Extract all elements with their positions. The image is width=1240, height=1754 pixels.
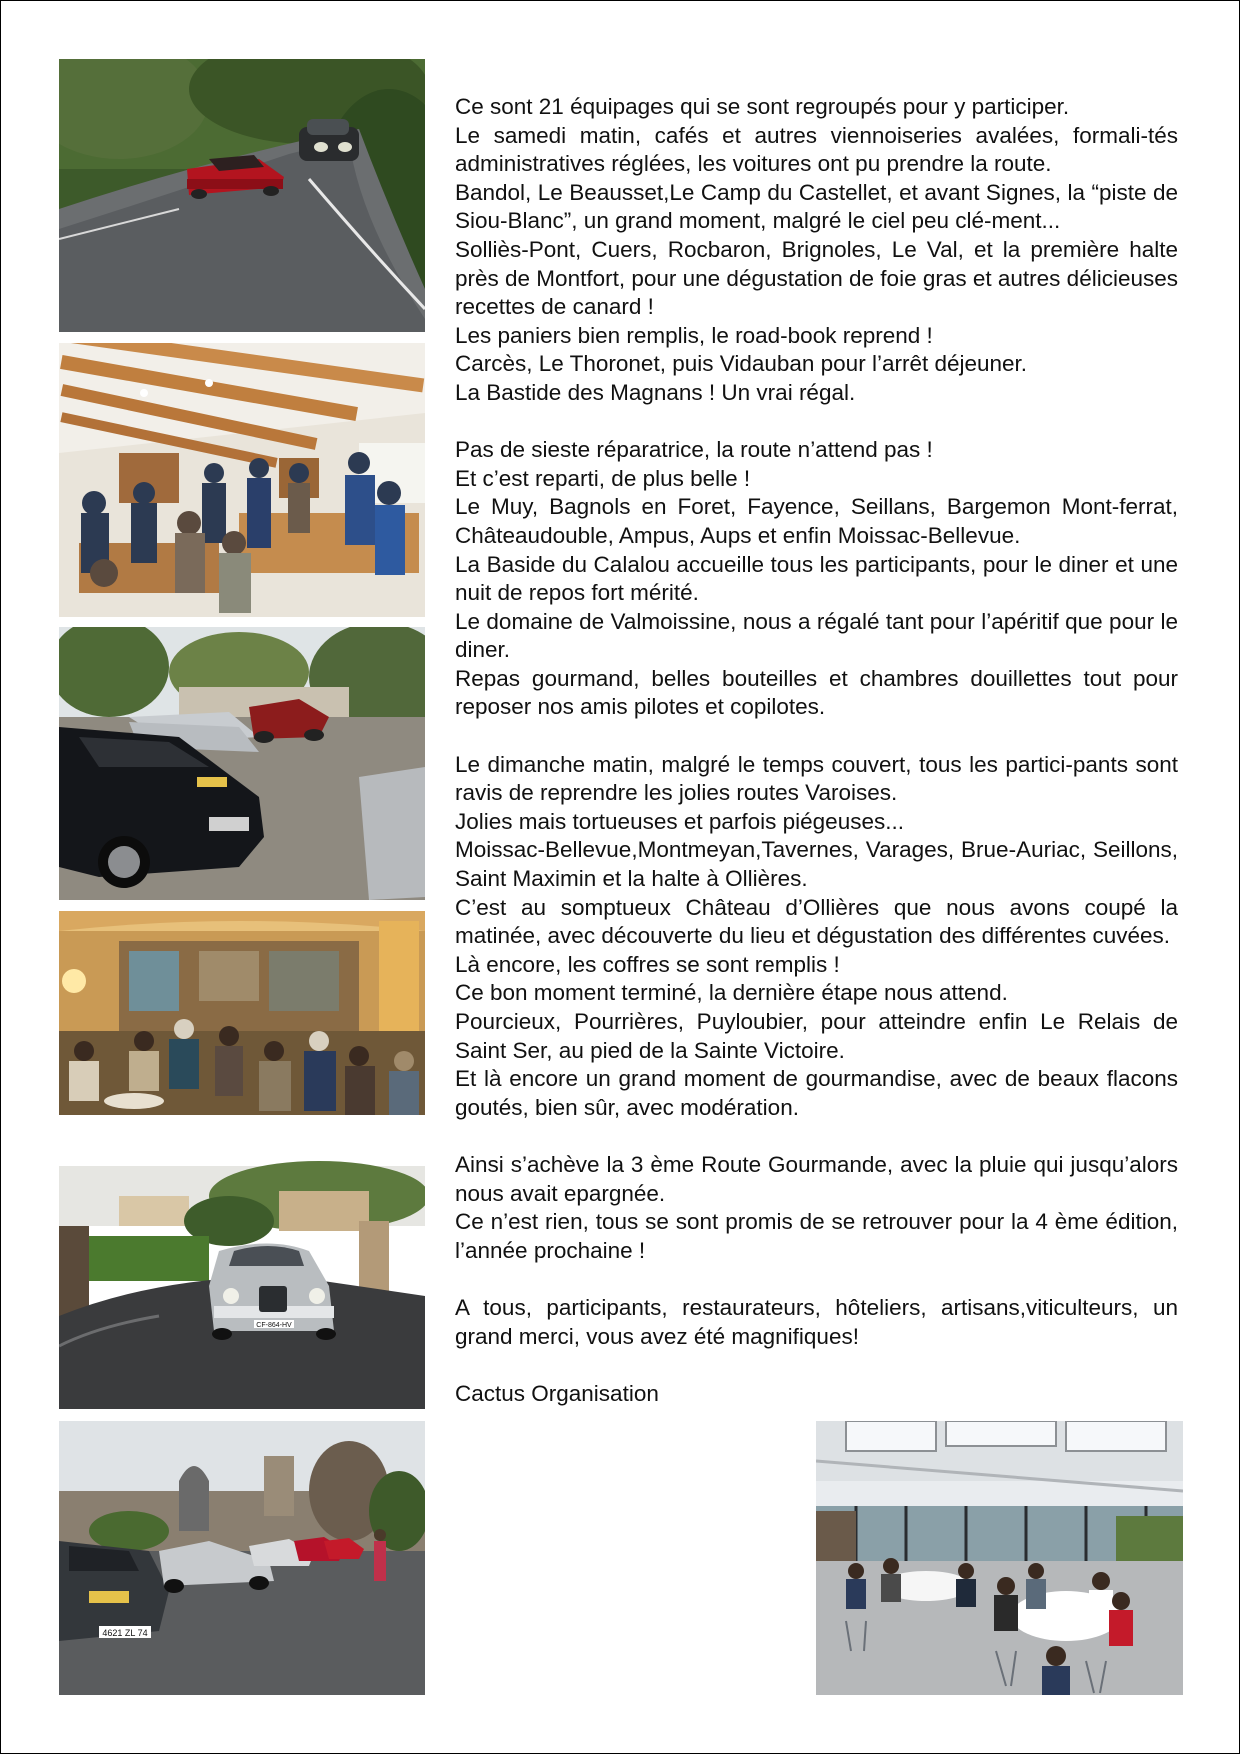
- text-line: Ce sont 21 équipages qui se sont regroupés pour y participer.: [455, 94, 1070, 119]
- photo-cars-parking: [59, 627, 425, 900]
- text-line: Là encore, les coffres se sont remplis !: [455, 951, 840, 977]
- photo-ferrari-mountain-road: [59, 59, 425, 332]
- text-line: Carcès, Le Thoronet, puis Vidauban pour l’arrêt déjeuner.: [455, 351, 1028, 377]
- text-line: Pourcieux, Pourrières, Puyloubier, pour atteindre enfin Le Relais de Saint Ser, au pied de la Sainte Victoire.: [455, 1009, 1178, 1063]
- text-line: Le Muy, Bagnols en Foret, Fayence, Seillans, Bargemon Mont-ferrat, Châteaudouble, Ampus, Aups et enfin Moissac-Bellevue.: [455, 494, 1178, 548]
- text-line: Ce bon moment terminé, la dernière étape nous attend.: [455, 980, 1008, 1006]
- porsche-plate: 4621 ZL 74: [102, 1628, 148, 1638]
- text-line: Le dimanche matin, malgré le temps couvert, tous les partici-pants sont ravis de reprendre les jolies routes Varoises.: [455, 751, 1178, 806]
- paragraph-gap: [455, 408, 1178, 437]
- signature: Cactus Organisation: [455, 1380, 659, 1406]
- text-line: Moissac-Bellevue,Montmeyan,Tavernes, Varages, Brue-Auriac, Seillons, Saint Maximin et la halte à Ollières.: [455, 837, 1178, 892]
- photo-lounge-evening: [59, 911, 425, 1115]
- photo-chateau-courtyard: [59, 1421, 425, 1695]
- jaguar-plate: CF-864-HV: [256, 1322, 292, 1329]
- photo-jaguar-village: [59, 1126, 425, 1409]
- article-text: [455, 93, 1178, 1408]
- text-line: Le samedi matin, cafés et autres viennoiseries avalées, formali-tés administratives réglées, les voitures ont pu prendre la route.: [455, 122, 1178, 177]
- text-line: C’est au somptueux Château d’Ollières que nous avons coupé la matinée, avec découverte du lieu et dégustation des différentes cuvées.: [455, 894, 1178, 949]
- text-line: A tous, participants, restaurateurs, hôteliers, artisans,viticulteurs, un grand merci, vous avez été magnifiques!: [455, 1294, 1178, 1349]
- photo-tasting-hall: [59, 343, 425, 617]
- text-line: Et là encore un grand moment de gourmandise, avec de beaux flacons goutés, bien sûr, avec modération.: [455, 1066, 1178, 1120]
- text-line: Et c’est reparti, de plus belle !: [455, 465, 751, 491]
- paragraph-gap: [455, 1122, 1178, 1151]
- text-line: Solliès-Pont, Cuers, Rocbaron, Brignoles, Le Val, et la première halte près de Montfort, pour une dégustation de foie gras et autres délicieuses recettes de canard !: [455, 236, 1178, 320]
- paragraph-gap: [455, 1351, 1178, 1380]
- text-line: Pas de sieste réparatrice, la route n’attend pas !: [455, 437, 933, 463]
- text-line: Repas gourmand, belles bouteilles et chambres douillettes tout pour reposer nos amis pilotes et copilotes.: [455, 665, 1178, 720]
- text-line: Bandol, Le Beausset,Le Camp du Castellet, et avant Signes, la “piste de Siou-Blanc”, un grand moment, malgré le ciel peu clé-ment...: [455, 179, 1178, 234]
- paragraph-gap: [455, 722, 1178, 751]
- text-line: Ce n’est rien, tous se sont promis de se retrouver pour la 4 ème édition, l’année prochaine !: [455, 1209, 1178, 1263]
- text-line: Jolies mais tortueuses et parfois piégeuses...: [455, 808, 904, 834]
- paragraph-gap: [455, 1265, 1178, 1294]
- text-line: Les paniers bien remplis, le road-book reprend !: [455, 322, 933, 348]
- text-line: Le domaine de Valmoissine, nous a régalé tant pour l’apéritif que pour le diner.: [455, 608, 1178, 663]
- text-line: La Bastide des Magnans ! Un vrai régal.: [455, 379, 856, 405]
- text-line: La Baside du Calalou accueille tous les participants, pour le diner et une nuit de repos fort mérité.: [455, 551, 1178, 606]
- text-line: Ainsi s’achève la 3 ème Route Gourmande, avec la pluie qui jusqu’alors nous avait epargnée.: [455, 1151, 1178, 1206]
- photo-restaurant-veranda: [816, 1421, 1183, 1695]
